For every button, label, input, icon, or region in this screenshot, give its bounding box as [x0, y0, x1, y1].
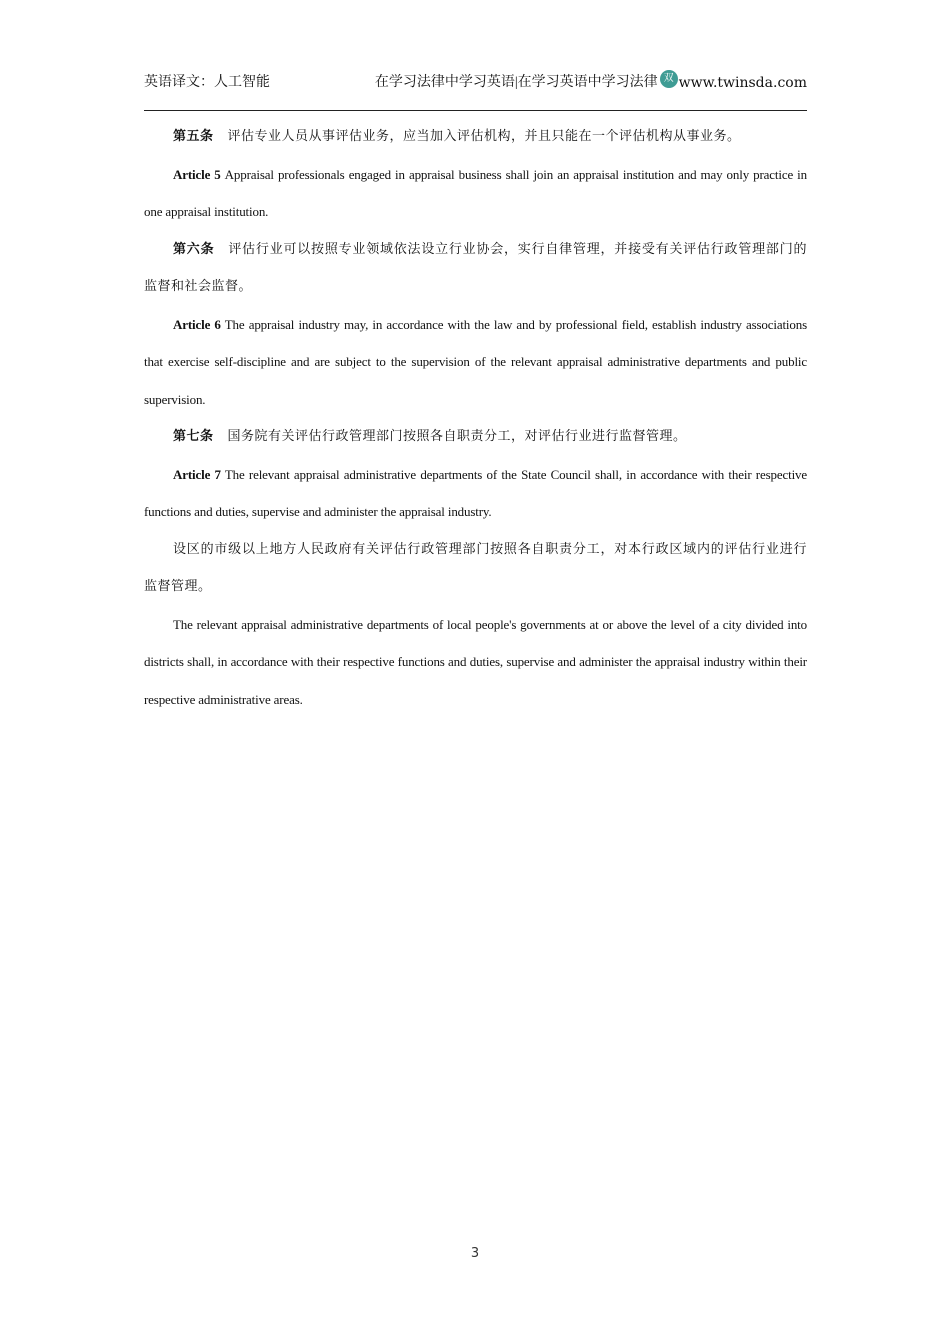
document-body: [144, 118, 807, 718]
article-label: 第七条: [173, 429, 214, 444]
header-title: 英语译文：人工智能: [144, 75, 270, 90]
paragraph: [144, 156, 807, 231]
paragraph: [144, 456, 807, 531]
page-header: [144, 72, 807, 96]
paragraph-text: 评估行业可以按照专业领域依法设立行业协会，实行自律管理，并接受有关评估行政管理部门的监督和社会监督。: [144, 241, 807, 294]
twinsda-logo-icon: 双: [660, 70, 678, 88]
paragraph: [144, 531, 807, 606]
paragraph: [144, 231, 807, 306]
paragraph-text: The appraisal industry may, in accordance with the law and by professional field, establish industry associations that exercise self-discipline and are subject to the supervision of the relevant appraisal administrative departments and public supervision.: [144, 316, 808, 407]
paragraph-text: Appraisal professionals engaged in appraisal business shall join an appraisal institution and may only practice in one appraisal institution.: [144, 166, 807, 219]
header-slogan-group: [375, 72, 807, 94]
paragraph-text: The relevant appraisal administrative departments of local people's governments at or above the level of a city divided into districts shall, in accordance with their respective functions and duties, supervise and administer the appraisal industry within their respective administrative areas.: [144, 616, 807, 707]
article-label: Article 7: [173, 466, 221, 482]
paragraph-text: 评估专业人员从事评估业务，应当加入评估机构，并且只能在一个评估机构从事业务。: [227, 129, 741, 144]
article-label: 第六条: [173, 241, 215, 257]
paragraph-text: 国务院有关评估行政管理部门按照各自职责分工，对评估行业进行监督管理。: [227, 429, 687, 444]
paragraph: [144, 418, 807, 456]
header-divider: [144, 110, 807, 111]
article-label: Article 6: [173, 316, 221, 332]
paragraph: [144, 306, 807, 419]
article-label: 第五条: [173, 129, 214, 144]
paragraph-text: The relevant appraisal administrative departments of the State Council shall, in accordance with their respective functions and duties, supervise and administer the appraisal industry.: [144, 466, 807, 519]
paragraph: [144, 606, 807, 719]
page-number: 3: [470, 1246, 480, 1261]
paragraph-text: 设区的市级以上地方人民政府有关评估行政管理部门按照各自职责分工，对本行政区域内的评估行业进行监督管理。: [144, 541, 807, 594]
header-slogan: 在学习法律中学习英语|在学习英语中学习法律: [374, 75, 658, 90]
header-url: www.twinsda.com: [678, 75, 807, 91]
article-label: Article 5: [173, 166, 221, 182]
paragraph: [144, 118, 807, 156]
